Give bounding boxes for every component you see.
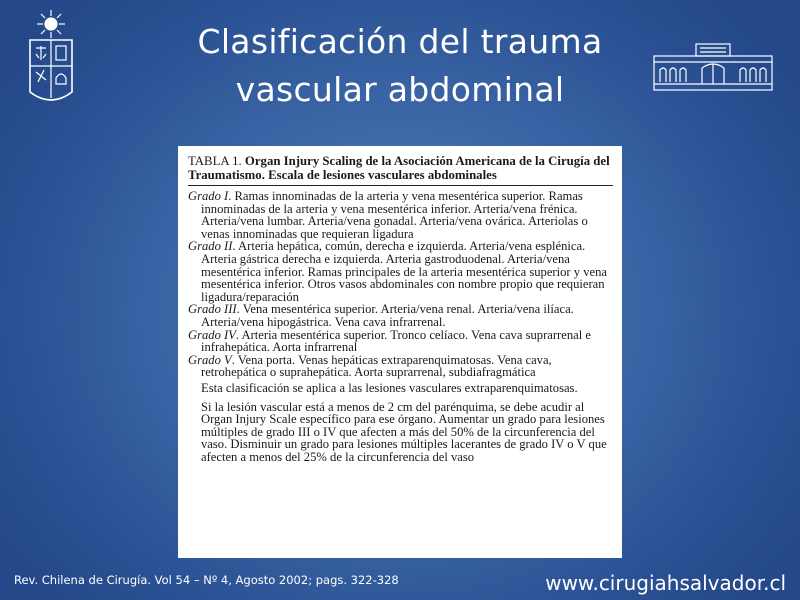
- grade-5-label: Grado V: [188, 352, 232, 367]
- title-line-2: vascular abdominal: [235, 70, 565, 109]
- hospital-building-logo: [652, 40, 774, 94]
- university-shield-logo: [22, 8, 80, 110]
- grade-4-label: Grado IV: [188, 327, 236, 342]
- grade-1-entry: [188, 190, 613, 240]
- table-divider: [188, 185, 613, 186]
- grade-4-entry: [188, 329, 613, 354]
- grade-2-text: . Arteria hepática, común, derecha e izquierda. Arteria/vena esplénica. Arteria gástrica derecha e izquierda. Arteria gastroduodenal. Arteria/vena mesentérica inferior. Ramas principales de la arteria mesentérica superior y vena mesentérica inferior. Otros vasos abdominales con nombre propio que requieran ligadura/reparación: [201, 239, 607, 304]
- grade-1-text: . Ramas innominadas de la arteria y vena mesentérica superior. Ramas innominadas de la arteria y vena mesentérica inferior. Arteria/vena frénica. Arteria/vena lumbar. Arteria/vena gonadal. Arteria/vena ovárica. Arteriolas o venas innominadas que requieran ligadura: [201, 189, 588, 241]
- grade-4-text: . Arteria mesentérica superior. Tronco celíaco. Vena cava suprarrenal e infrahepática. Aorta infrarrenal: [201, 327, 591, 355]
- grade-5-entry: [188, 354, 613, 379]
- title-line-1: Clasificación del trauma: [197, 22, 603, 61]
- grade-2-entry: [188, 240, 613, 303]
- table-caption-title: Organ Injury Scaling de la Asociación Americana de la Cirugía del Traumatismo. Escala de lesiones vasculares abdominales: [188, 154, 610, 182]
- table-note-2: Si la lesión vascular está a menos de 2 cm del parénquima, se debe acudir al Organ Injury Scale específico para ese órgano. Aumentar un grado para lesiones múltiples de grado III o IV que afecten a más del 50% de la circunferencia del vaso. Disminuir un grado para lesiones múltiples lacerantes de grado IV o V que afecten a menos del 25% de la circunferencia del vaso: [201, 399, 607, 464]
- website-link[interactable]: www.cirugiahsalvador.cl: [545, 571, 786, 595]
- classification-table: [178, 146, 622, 558]
- table-caption-prefix: TABLA 1.: [188, 154, 242, 168]
- citation-text: Rev. Chilena de Cirugía. Vol 54 – Nº 4, Agosto 2002; pags. 322-328: [14, 573, 399, 587]
- slide-title: [120, 18, 680, 114]
- table-note-1: Esta clasificación se aplica a las lesiones vasculares extraparenquimatosas.: [201, 380, 578, 395]
- grade-3-text: . Vena mesentérica superior. Arteria/vena renal. Arteria/vena ilíaca. Arteria/vena hipogástrica. Vena cava infrarrenal.: [201, 302, 574, 329]
- grade-1-label: Grado I: [188, 189, 229, 203]
- grade-3-entry: [188, 303, 613, 328]
- grade-3-label: Grado III: [188, 302, 237, 317]
- grade-5-text: . Vena porta. Venas hepáticas extraparenquimatosas. Vena cava, retrohepática o suprahepática. Aorta suprarrenal, subdiafragmática: [201, 352, 552, 380]
- table-caption: [188, 154, 613, 182]
- grade-2-label: Grado II: [188, 239, 233, 254]
